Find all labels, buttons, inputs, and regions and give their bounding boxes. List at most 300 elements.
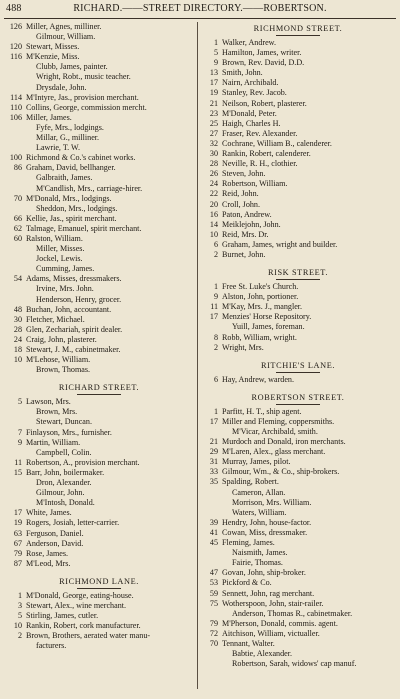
- directory-entry: [4, 478, 194, 488]
- resident-name: Stewart, J. M., cabinetmaker.: [26, 345, 121, 354]
- house-number: 35: [209, 477, 218, 487]
- directory-entry: [4, 244, 194, 254]
- directory-entry: [4, 62, 194, 72]
- resident-name: Rose, James.: [26, 548, 69, 558]
- resident-name: Aitchison, William, victualler.: [222, 628, 320, 638]
- directory-entry: [200, 230, 396, 240]
- house-number: 2: [17, 631, 22, 641]
- house-number: 79: [13, 548, 22, 558]
- resident-name: M'Leod, Mrs.: [26, 558, 71, 568]
- header-rule: [4, 18, 396, 19]
- resident-name: Croll, John.: [222, 199, 260, 209]
- directory-entry: [4, 458, 194, 468]
- directory-entry: [4, 264, 194, 274]
- house-number: 63: [13, 528, 22, 538]
- directory-entry: [200, 578, 396, 588]
- house-number: 32: [209, 138, 218, 148]
- directory-entry: [200, 220, 396, 230]
- resident-name: M'Kay, Mrs. J., mangler.: [222, 302, 303, 312]
- directory-entry: [200, 119, 396, 129]
- resident-name: Lawrie, T. W.: [36, 143, 80, 153]
- directory-entry: [4, 438, 194, 448]
- resident-name: Cumming, James.: [36, 264, 95, 274]
- directory-entry: [4, 184, 194, 194]
- house-number: 30: [209, 149, 218, 159]
- directory-entry: [4, 295, 194, 305]
- heading-rule: [276, 35, 320, 36]
- house-number: 66: [13, 213, 22, 223]
- resident-name: Hay, Andrew, warden.: [222, 374, 294, 384]
- resident-name: Fleming, James.: [222, 538, 275, 548]
- house-number: 54: [13, 274, 22, 284]
- resident-name: Dron, Alexander.: [36, 478, 92, 488]
- resident-name: Haigh, Charles H.: [222, 118, 281, 128]
- house-number: 8: [213, 332, 218, 342]
- house-number: 7: [17, 427, 22, 437]
- directory-entry: [200, 343, 396, 353]
- house-number: 21: [209, 98, 218, 108]
- resident-name: Menzies' Horse Repository.: [222, 312, 312, 322]
- house-number: 116: [10, 52, 22, 62]
- directory-entry: [200, 210, 396, 220]
- house-number: 87: [13, 558, 22, 568]
- directory-entry: [4, 254, 194, 264]
- directory-entry: [4, 355, 194, 365]
- directory-entry: [200, 629, 396, 639]
- resident-name: M'Kenzie, Miss.: [26, 52, 80, 62]
- resident-name: Murray, James, pilot.: [222, 457, 291, 467]
- directory-entry: [200, 568, 396, 578]
- resident-name: Fraser, Rev. Alexander.: [222, 128, 298, 138]
- house-number: 28: [13, 324, 22, 334]
- house-number: 70: [13, 193, 22, 203]
- house-number: 10: [13, 355, 22, 365]
- directory-entry: [200, 322, 396, 332]
- house-number: 2: [213, 342, 218, 352]
- directory-entry: [200, 149, 396, 159]
- directory-entry: [4, 224, 194, 234]
- resident-name: M'Donald, Peter.: [222, 108, 277, 118]
- directory-entry: [4, 234, 194, 244]
- house-number: 17: [209, 416, 218, 426]
- resident-name: Cowan, Miss, dressmaker.: [222, 527, 308, 537]
- resident-name: Stanley, Rev. Jacob.: [222, 88, 287, 98]
- directory-entry: [4, 133, 194, 143]
- house-number: 10: [209, 229, 218, 239]
- house-number: 6: [213, 374, 218, 384]
- resident-name: Henderson, Henry, grocer.: [36, 294, 122, 304]
- resident-name: Talmage, Emanuel, spirit merchant.: [26, 223, 142, 233]
- resident-name: Alston, John, portioner.: [222, 292, 299, 302]
- resident-name: Irvine, Mrs. John.: [36, 284, 94, 294]
- resident-name: Cochrane, William B., calenderer.: [222, 138, 332, 148]
- resident-name: Miller, Agnes, milliner.: [26, 22, 102, 31]
- house-number: 67: [13, 538, 22, 548]
- resident-name: Neilson, Robert, plasterer.: [222, 98, 307, 108]
- resident-name: Glen, Zechariah, spirit dealer.: [26, 324, 123, 334]
- resident-name: Campbell, Colin.: [36, 447, 92, 457]
- resident-name: Spalding, Robert.: [222, 477, 279, 487]
- resident-name: Brown, Mrs.: [36, 407, 78, 417]
- directory-entry: [4, 72, 194, 82]
- house-number: 30: [13, 314, 22, 324]
- resident-name: M'Vicar, Archibald, smith.: [232, 427, 318, 436]
- resident-name: Richmond & Co.'s cabinet works.: [26, 153, 136, 163]
- directory-entry: [200, 333, 396, 343]
- street-heading: ROBERTSON STREET.: [251, 392, 345, 402]
- resident-name: M'Candlish, Mrs., carriage-hirer.: [36, 183, 143, 193]
- house-number: 29: [209, 447, 218, 457]
- resident-name: Miller and Fleming, coppersmiths.: [222, 416, 335, 426]
- house-number: 75: [209, 598, 218, 608]
- resident-name: Robertson, Sarah, widows' cap manuf.: [232, 659, 357, 669]
- directory-entry: [4, 488, 194, 498]
- house-number: 20: [209, 199, 218, 209]
- house-number: 1: [213, 406, 218, 416]
- directory-entry: [200, 169, 396, 179]
- running-header: [0, 2, 400, 16]
- house-number: 1: [213, 282, 218, 292]
- house-number: 31: [209, 457, 218, 467]
- directory-entry: [4, 32, 194, 42]
- house-number: 10: [13, 621, 22, 631]
- directory-entry: [4, 204, 194, 214]
- resident-name: M'Lehose, William.: [26, 355, 91, 365]
- resident-name: Robb, William, wright.: [222, 332, 297, 342]
- resident-name: Steven, John.: [222, 169, 266, 179]
- resident-name: M'Donald, Mrs., lodgings.: [26, 193, 112, 203]
- resident-name: Clubb, James, painter.: [36, 62, 108, 72]
- directory-entry: [4, 325, 194, 335]
- house-number: 126: [9, 22, 22, 31]
- street-heading: RITCHIE'S LANE.: [260, 360, 336, 370]
- resident-name: Galbraith, James.: [36, 173, 93, 183]
- house-number: 45: [209, 538, 218, 548]
- directory-entry: [4, 428, 194, 438]
- resident-name: Craig, John, plasterer.: [26, 334, 97, 344]
- resident-name: Gilmour, William.: [36, 32, 96, 42]
- heading-rule: [77, 588, 121, 589]
- directory-entry: [4, 143, 194, 153]
- directory-entry: [200, 477, 396, 487]
- directory-entry: [200, 488, 396, 498]
- directory-entry: [4, 611, 194, 621]
- directory-entry: [4, 315, 194, 325]
- header-street: RICHARD.: [73, 3, 123, 14]
- house-number: 13: [209, 68, 218, 78]
- house-number: 21: [209, 437, 218, 447]
- resident-name: Ferguson, Daniel.: [26, 528, 84, 538]
- directory-entry: [4, 52, 194, 62]
- directory-entry: [4, 194, 194, 204]
- directory-entry: [4, 468, 194, 478]
- directory-entry: [200, 302, 396, 312]
- directory-entry: [200, 538, 396, 548]
- directory-entry: [200, 240, 396, 250]
- resident-name: Fletcher, Michael.: [26, 314, 85, 324]
- street-heading: RICHARD STREET.: [58, 383, 140, 393]
- resident-name: Reid, John.: [222, 189, 259, 199]
- directory-entry: [200, 589, 396, 599]
- house-number: 9: [213, 292, 218, 302]
- directory-entry: [4, 113, 194, 123]
- house-number: 72: [209, 628, 218, 638]
- resident-name: Stewart, Misses.: [26, 42, 80, 52]
- resident-name: Sheddon, Mrs., lodgings.: [36, 203, 118, 213]
- house-number: 25: [209, 118, 218, 128]
- resident-name: Anderson, David.: [26, 538, 84, 548]
- resident-name: Robertson, A., provision merchant.: [26, 457, 140, 467]
- directory-entry: [200, 189, 396, 199]
- resident-name: Reid, Mrs. Dr.: [222, 229, 269, 239]
- house-number: 47: [209, 568, 218, 578]
- header-title: [0, 2, 400, 16]
- resident-name: Cameron, Allan.: [232, 487, 286, 497]
- directory-entry: [200, 619, 396, 629]
- resident-name: Govan, John, ship-broker.: [222, 568, 306, 578]
- directory-entry: [4, 83, 194, 93]
- house-number: 60: [13, 233, 22, 243]
- directory-entry: [200, 508, 396, 518]
- directory-entry: [4, 417, 194, 427]
- resident-name: Brown, Rev. David, D.D.: [222, 58, 305, 68]
- directory-entry: [4, 591, 194, 601]
- left-column: [4, 22, 194, 651]
- house-number: 53: [209, 578, 218, 588]
- resident-name: White, James.: [26, 508, 72, 518]
- directory-entry: [4, 93, 194, 103]
- resident-name: M'Pherson, Donald, commis. agent.: [222, 618, 338, 628]
- resident-name: Walker, Andrew.: [222, 38, 277, 47]
- house-number: 24: [209, 179, 218, 189]
- resident-name: Adams, Misses, dressmakers.: [26, 274, 122, 284]
- directory-entry: [200, 312, 396, 322]
- directory-entry: [200, 109, 396, 119]
- directory-entry: [200, 407, 396, 417]
- house-number: 24: [13, 334, 22, 344]
- header-right: ROBERTSON.: [263, 3, 327, 14]
- street-heading: RICHMOND LANE.: [59, 576, 139, 586]
- directory-entry: [200, 179, 396, 189]
- resident-name: Hamilton, James, writer.: [222, 48, 302, 58]
- resident-name: facturers.: [36, 641, 67, 651]
- resident-name: Lawson, Mrs.: [26, 397, 71, 407]
- directory-entry: [200, 548, 396, 558]
- directory-entry: [4, 42, 194, 52]
- directory-entry: [200, 528, 396, 538]
- resident-name: Martin, William.: [26, 437, 81, 447]
- house-number: 106: [9, 112, 22, 122]
- resident-name: Ralston, William.: [26, 233, 83, 243]
- street-heading: RISK STREET.: [267, 268, 329, 278]
- resident-name: Yuill, James, foreman.: [232, 322, 305, 332]
- house-number: 79: [209, 618, 218, 628]
- resident-name: Waters, William.: [232, 507, 287, 517]
- resident-name: Stirling, James, cutler.: [26, 611, 99, 621]
- house-number: 70: [209, 638, 218, 648]
- directory-entry: [200, 649, 396, 659]
- resident-name: Collins, George, commission mercht.: [26, 102, 147, 112]
- directory-entry: [200, 467, 396, 477]
- directory-entry: [200, 58, 396, 68]
- resident-name: Anderson, Thomas R., cabinetmaker.: [232, 608, 353, 618]
- resident-name: Hendry, John, house-factor.: [222, 517, 312, 527]
- directory-entry: [4, 529, 194, 539]
- house-number: 19: [13, 518, 22, 528]
- house-number: 48: [13, 304, 22, 314]
- resident-name: M'Intosh, Donald.: [36, 498, 95, 508]
- resident-name: Wotherspoon, John, stair-railer.: [222, 598, 324, 608]
- directory-entry: [4, 284, 194, 294]
- house-number: 14: [209, 219, 218, 229]
- directory-entry: [4, 559, 194, 569]
- directory-entry: [4, 601, 194, 611]
- resident-name: Paton, Andrew.: [222, 209, 272, 219]
- resident-name: Buchan, John, accountant.: [26, 304, 112, 314]
- heading-rule: [276, 279, 320, 280]
- resident-name: Burnet, John.: [222, 249, 266, 259]
- directory-entry: [200, 498, 396, 508]
- resident-name: Parfitt, H. T., ship agent.: [222, 406, 302, 416]
- header-directory: ——STREET DIRECTORY.——: [122, 3, 264, 14]
- house-number: 6: [213, 239, 218, 249]
- heading-rule: [276, 372, 320, 373]
- directory-entry: [200, 639, 396, 649]
- house-number: 39: [209, 517, 218, 527]
- house-number: 9: [17, 437, 22, 447]
- house-number: 59: [209, 588, 218, 598]
- house-number: 9: [213, 58, 218, 68]
- directory-entry: [4, 518, 194, 528]
- directory-entry: [200, 609, 396, 619]
- resident-name: Millar, G., milliner.: [36, 133, 100, 143]
- house-number: 3: [17, 600, 22, 610]
- directory-entry: [200, 447, 396, 457]
- right-column: [200, 22, 396, 669]
- resident-name: Smith, John.: [222, 68, 263, 78]
- house-number: 22: [209, 189, 218, 199]
- resident-name: Stewart, Alex., wine merchant.: [26, 600, 127, 610]
- directory-entry: [4, 365, 194, 375]
- directory-entry: [200, 38, 396, 48]
- directory-entry: [200, 99, 396, 109]
- directory-entry: [4, 508, 194, 518]
- resident-name: Rankin, Robert, cork manufacturer.: [26, 621, 141, 631]
- directory-entry: [200, 292, 396, 302]
- directory-entry: [4, 345, 194, 355]
- house-number: 110: [10, 102, 22, 112]
- directory-entry: [200, 139, 396, 149]
- house-number: 23: [209, 108, 218, 118]
- directory-entry: [4, 274, 194, 284]
- resident-name: Fyfe, Mrs., lodgings.: [36, 122, 104, 132]
- house-number: 17: [209, 312, 218, 322]
- house-number: 1: [17, 590, 22, 600]
- resident-name: Robertson, William.: [222, 179, 288, 189]
- resident-name: M'Donald, George, eating-house.: [26, 590, 134, 600]
- resident-name: Stewart, Duncan.: [36, 417, 92, 427]
- resident-name: Drysdale, John.: [36, 82, 87, 92]
- directory-entry: [4, 305, 194, 315]
- house-number: 19: [209, 88, 218, 98]
- column-divider: [197, 22, 198, 689]
- house-number: 16: [209, 209, 218, 219]
- directory-entry: [4, 103, 194, 113]
- house-number: 17: [209, 78, 218, 88]
- street-heading: RICHMOND STREET.: [253, 24, 343, 33]
- resident-name: Pickford & Co.: [222, 578, 272, 588]
- house-number: 11: [14, 457, 22, 467]
- resident-name: Murdoch and Donald, iron merchants.: [222, 437, 346, 447]
- resident-name: Kellie, Jas., spirit merchant.: [26, 213, 117, 223]
- resident-name: Brown, Brothers, aerated water manu-: [26, 631, 151, 641]
- directory-entry: [200, 129, 396, 139]
- house-number: 120: [9, 42, 22, 52]
- resident-name: Jockel, Lewis.: [36, 254, 83, 264]
- directory-entry: [4, 631, 194, 641]
- house-number: 17: [13, 508, 22, 518]
- house-number: 41: [209, 527, 218, 537]
- house-number: 26: [209, 169, 218, 179]
- resident-name: Finlayson, Mrs., furnisher.: [26, 427, 112, 437]
- page-number: 488: [6, 3, 22, 14]
- directory-entry: [4, 163, 194, 173]
- house-number: 5: [17, 611, 22, 621]
- heading-rule: [276, 404, 320, 405]
- house-number: 114: [10, 92, 22, 102]
- directory-entry: [200, 437, 396, 447]
- heading-rule: [77, 394, 121, 395]
- resident-name: Graham, James, wright and builder.: [222, 239, 338, 249]
- house-number: 28: [209, 159, 218, 169]
- directory-entry: [200, 427, 396, 437]
- house-number: 18: [13, 345, 22, 354]
- directory-entry: [4, 22, 194, 32]
- directory-entry: [200, 48, 396, 58]
- house-number: 1: [213, 38, 218, 47]
- resident-name: Barr, John, boilermaker.: [26, 467, 105, 477]
- directory-entry: [4, 407, 194, 417]
- house-number: 33: [209, 467, 218, 477]
- house-number: 15: [13, 467, 22, 477]
- house-number: 2: [213, 249, 218, 259]
- directory-entry: [200, 518, 396, 528]
- directory-entry: [4, 397, 194, 407]
- house-number: 5: [213, 48, 218, 58]
- directory-entry: [200, 558, 396, 568]
- directory-entry: [4, 498, 194, 508]
- directory-entry: [4, 153, 194, 163]
- directory-entry: [200, 282, 396, 292]
- directory-entry: [4, 539, 194, 549]
- resident-name: Rankin, Robert, calenderer.: [222, 149, 311, 159]
- resident-name: Morrison, Mrs. William.: [232, 497, 312, 507]
- resident-name: Wright, Mrs.: [222, 342, 264, 352]
- resident-name: Tennant, Walter.: [222, 638, 275, 648]
- resident-name: M'Laren, Alex., glass merchant.: [222, 447, 326, 457]
- directory-entry: [200, 457, 396, 467]
- resident-name: Miller, Misses.: [36, 244, 85, 254]
- resident-name: Miller, James.: [26, 112, 72, 122]
- directory-entry: [200, 659, 396, 669]
- directory-entry: [200, 599, 396, 609]
- house-number: 11: [210, 302, 218, 312]
- directory-entry: [4, 621, 194, 631]
- directory-entry: [200, 417, 396, 427]
- resident-name: Graham, David, bellhanger.: [26, 163, 116, 173]
- directory-entry: [4, 641, 194, 651]
- house-number: 5: [17, 397, 22, 407]
